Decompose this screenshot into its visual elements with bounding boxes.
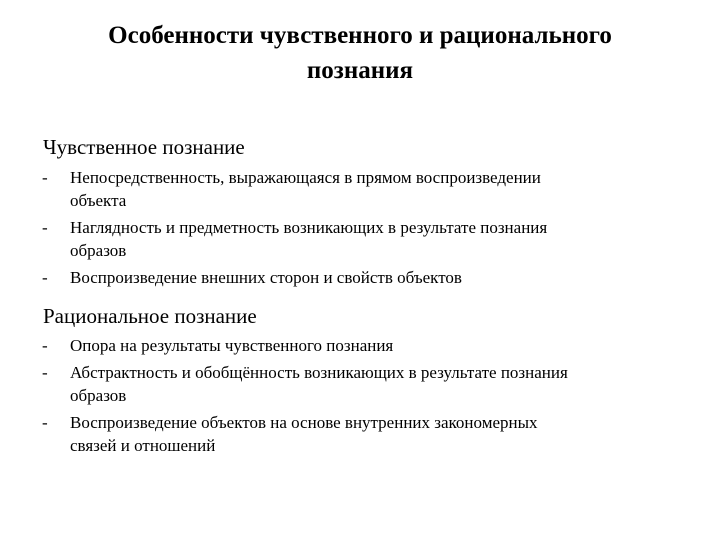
list-item: [42, 361, 682, 407]
list-item-text: Наглядность и предметность возникающих в результате познания: [70, 218, 548, 237]
list-bullet: -: [42, 168, 48, 187]
slide-title-line: Особенности чувственного и рационального: [108, 22, 612, 49]
list-bullet: -: [42, 336, 48, 355]
list-item-text: образов: [70, 386, 127, 405]
slide-title-line: познания: [306, 57, 414, 84]
sensory-cognition-list: [42, 166, 682, 293]
list-item-text: связей и отношений: [70, 436, 216, 455]
list-bullet: -: [42, 268, 48, 287]
list-bullet: -: [42, 413, 48, 432]
list-item-text: образов: [70, 241, 127, 260]
slide-title: [40, 18, 680, 88]
list-item-text: Непосредственность, выражающаяся в прямом воспроизведении: [70, 168, 541, 187]
rational-cognition-list: [42, 334, 682, 461]
list-item: [42, 216, 682, 262]
list-item-text: Воспроизведение внешних сторон и свойств объектов: [70, 268, 462, 287]
list-bullet: -: [42, 363, 48, 382]
list-item: [42, 334, 682, 357]
list-item: [42, 266, 682, 289]
section-heading-rational: Рациональное познание: [43, 304, 257, 328]
list-bullet: -: [42, 218, 48, 237]
list-item-text: Абстрактность и обобщённость возникающих в результате познания: [70, 363, 568, 382]
section-heading-sensory: Чувственное познание: [43, 135, 245, 159]
list-item-text: объекта: [70, 191, 127, 210]
list-item: [42, 166, 682, 212]
list-item: [42, 411, 682, 457]
list-item-text: Опора на результаты чувственного познания: [70, 336, 394, 355]
list-item-text: Воспроизведение объектов на основе внутренних закономерных: [70, 413, 538, 432]
